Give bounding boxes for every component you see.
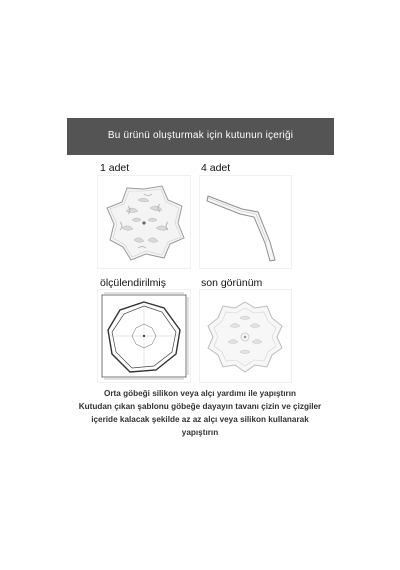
instruction-line: Orta göbeği silikon veya alçı yardımı ile yapıştırın: [103, 389, 297, 398]
instruction-line: yapıştırın: [181, 428, 219, 437]
panel-label-medallion: 1 adet: [100, 162, 130, 174]
header-title: Bu ürünü oluşturmak için kutunun içeriği: [107, 130, 294, 141]
installation-instructions: [78, 387, 322, 439]
corner-piece-image: [200, 176, 291, 268]
dimension-drawing-image: [98, 290, 190, 382]
panel-label-final: son görünüm: [201, 277, 263, 289]
header-bar: [67, 118, 334, 155]
instruction-line: Kutudan çıkan şablonu göbeğe dayayın tavanı çizin ve çizgiler: [78, 402, 322, 411]
panel-label-corner: 4 adet: [201, 162, 231, 174]
panel-label-dimensions: ölçülendirilmiş: [100, 277, 166, 289]
center-medallion-image: [98, 176, 190, 268]
instruction-line: içeride kalacak şekilde az az alçı veya silikon kullanarak: [91, 415, 309, 424]
final-view-image: [200, 290, 291, 382]
